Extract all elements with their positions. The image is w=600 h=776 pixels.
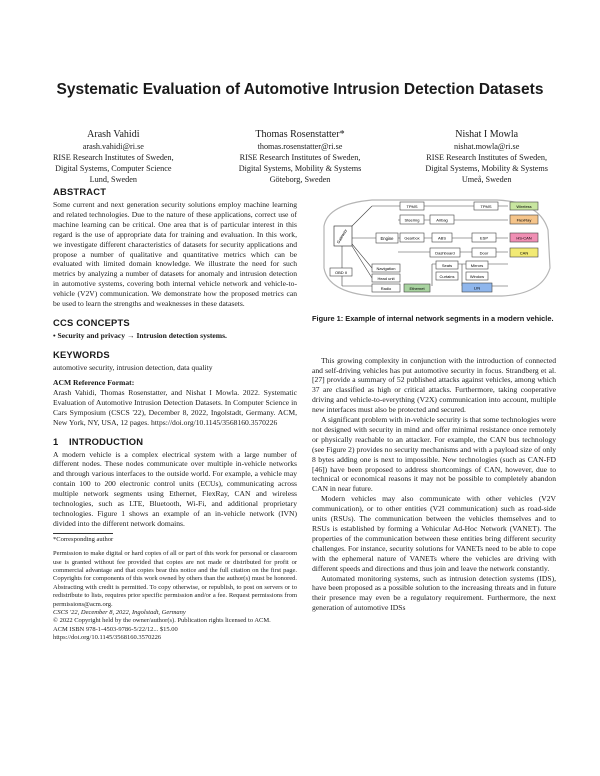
ethernet-legend: Ethernet [409, 286, 425, 291]
body-paragraph: A significant problem with in-vehicle security is that some technologies were not designed with security in mind and offer minimal resistance once remotely or physically reachable to an attacker. For example, the CAN bus technology (see Figure 2) provides no security mechanisms and with a payload size of only 8 bytes adding one is next to impossible. New technologies (such as CAN-FD [46]) have been proposed to address shortcomings of CAN, however, due to technical or economical reasons it may not be possible to completely abandon CAN in near future. [312, 415, 556, 494]
right-column [312, 186, 556, 613]
tpms2-label: TPMS [480, 204, 492, 209]
ccs-text: • Security and privacy → Intrusion detection systems. [53, 330, 227, 340]
author-affiliation: RISE Research Institutes of Sweden, [239, 153, 361, 162]
wireless-legend: Wireless [516, 204, 532, 209]
left-column [53, 186, 297, 643]
introduction-text: A modern vehicle is a complex electrical system with a large number of different nodes. These nodes communicate over multiple in-vehicle networks and through various interfaces to the outside world. For example, a vehicle may contain 100 to 200 electronic control units (ECUs), communicating across multiple network segments using Ethernet, FlexRay, CAN and wireless technologies, such as LTE, Bluetooth, Wi-Fi, and additional proprietary technologies. Figure 1 shows an example of an in-vehicle network (IVN) divided into the different network domains. [53, 449, 297, 528]
body-paragraph: This growing complexity in conjunction with the introduction of connected and self-driving vehicles has put automotive security in focus. Strandberg et al. [27] provide a summary of 52 published attacks against vehicles, among which 37 are classified as high or critical attacks. Furthermore, taking cooperative driving and vehicle-to-everything (V2X) communication into account, multiple new interfaces must also be protected and secured. [312, 355, 556, 415]
dashboard-label: Dashboard [435, 250, 455, 256]
author-email: arash.vahidi@ri.se [82, 142, 144, 151]
doi-line: https://doi.org/10.1145/3568160.3570226 [53, 634, 162, 642]
window-label: Window [469, 274, 485, 279]
reference-format-text: Arash Vahidi, Thomas Rosenstatter, and Nishat I Mowla. 2022. Systematic Evaluation of Automotive Intrusion Detection Datasets. In Computer Science in Cars Symposium (CSCS '22), December 8, 2022, Ingolstadt, Germany. ACM, New York, NY, USA, 12 pages. https://doi.org/10.1145/3568160.3570226 [53, 387, 297, 427]
footnote: *Corresponding author [53, 535, 114, 543]
curtains-label: Curtains [439, 274, 455, 279]
abs-label: ABS [437, 235, 447, 241]
figure-caption: Figure 1: Example of internal network segments in a modern vehicle. [312, 314, 554, 323]
vehicle-network-diagram [312, 186, 556, 308]
lin-legend: LIN [473, 285, 481, 291]
reference-format-heading: ACM Reference Format: [53, 377, 135, 387]
obd-label: OBD II [334, 270, 348, 275]
author-name: Thomas Rosenstatter* [255, 129, 345, 140]
author-affiliation: RISE Research Institutes of Sweden, [426, 153, 548, 162]
figure-1 [312, 186, 556, 308]
permission-notice: Permission to make digital or hard copies of all or part of this work for personal or classroom use is granted without fee provided that copies are not made or distributed for profit or commercial advantage and that copies bear this notice and the full citation on the first page. Copyrights for components of this work owned by others than the author(s) must be honored. Abstracting with credit is permitted. To copy otherwise, or republish, to post on servers or to redistribute to lists, requires prior specific permission and/or a fee. Request permissions from permissions@acm.org. [53, 550, 297, 608]
author-name: Nishat I Mowla [455, 129, 519, 140]
radio-label: Radio [380, 286, 392, 291]
esp-label: ESP [479, 235, 489, 241]
body-paragraph: Automated monitoring systems, such as intrusion detection systems (IDS), have been proposed as a possible solution to the increasing threats and in future their presence may even be a regulatory requirement. Furthermore, the next generation of automotive IDSs [312, 573, 556, 613]
author-location: Umeå, Sweden [461, 175, 512, 184]
footnote-rule [53, 533, 113, 534]
mirrors-label: Mirrors [470, 263, 484, 268]
flexray-legend: FlexRay [516, 217, 532, 223]
paper-title: Systematic Evaluation of Automotive Intrusion Detection Datasets [56, 81, 544, 98]
author-2 [207, 128, 394, 185]
author-email: nishat.mowla@ri.se [454, 142, 520, 151]
author-email: thomas.rosenstatter@ri.se [257, 142, 343, 151]
seats-label: Seats [441, 263, 453, 268]
author-1 [20, 128, 207, 185]
can-legend: CAN [519, 250, 529, 256]
copyright-line: © 2022 Copyright held by the owner/author(s). Publication rights licensed to ACM. [53, 617, 271, 625]
navigation-label: Navigation [376, 266, 396, 271]
isbn-line: ACM ISBN 978-1-4503-9786-5/22/12... $15.00 [53, 625, 178, 633]
engine-label: Engine [380, 236, 394, 241]
headunit-label: Head unit [377, 276, 395, 281]
author-name: Arash Vahidi [87, 129, 140, 140]
body-paragraph: Modern vehicles may also communicate with other vehicles (V2V communication), or to other entities (V2I communication) such as road-side units (RSUs). The communication between the vehicles themselves and to RSUs is established by forming a Vehicular Ad-Hoc Network (VANET). The properties of the communication between these entities bring different security challenges. For instance, security solutions for VANETs need to be able to cope with the ephemeral nature of VANETs where the vehicles are driving with different speeds and directions and thus join and leave the network constantly. [312, 494, 556, 573]
keywords-heading: KEYWORDS [53, 348, 110, 360]
conference-line: CSCS '22, December 8, 2022, Ingolstadt, Germany [53, 609, 186, 616]
author-affiliation: Digital Systems, Mobility & Systems [425, 164, 548, 173]
author-block [20, 128, 580, 185]
ccs-heading: CCS CONCEPTS [53, 316, 130, 328]
section-number: 1 [53, 435, 59, 447]
door-label: Door [479, 250, 489, 256]
author-location: Lund, Sweden [89, 175, 137, 184]
keywords-text: automotive security, intrusion detection, data quality [53, 362, 213, 372]
author-3 [393, 128, 580, 185]
airbag-label: Airbag [436, 217, 448, 223]
abstract-text: Some current and next generation security solutions employ machine learning and related technologies. Due to the nature of these applications, correct use of machine learning can be critical. One area that is of particular interest in this regard is the use of appropriate data for training and evaluation. In this work, we investigate different characteristics of datasets for security applications and propose a number of qualitative and quantitative metrics which can be evaluated with limited domain knowledge. We illustrate the need for such metrics by analyzing a number of datasets for anomaly and intrusion detection in automotive systems, covering both internal vehicle network and vehicle-to-vehicle (V2V) communication. We demonstrate how the proposed metrics can be used to learn the strengths and weaknesses in these datasets. [53, 200, 297, 309]
author-location: Göteborg, Sweden [269, 175, 331, 184]
abstract-heading: ABSTRACT [53, 186, 107, 197]
tpms-label: TPMS [406, 204, 418, 209]
hscan-legend: HS-CAN [516, 235, 532, 241]
author-affiliation: Digital Systems, Mobility & Systems [238, 164, 362, 173]
gearbox-label: Gearbox [404, 235, 420, 241]
steering-label: Steering [404, 217, 420, 223]
gateway-label: Gateway [335, 228, 348, 245]
author-affiliation: RISE Research Institutes of Sweden, [52, 153, 174, 162]
author-affiliation: Digital Systems, Computer Science [55, 164, 172, 173]
section-title: INTRODUCTION [69, 435, 144, 447]
introduction-heading [53, 436, 297, 447]
